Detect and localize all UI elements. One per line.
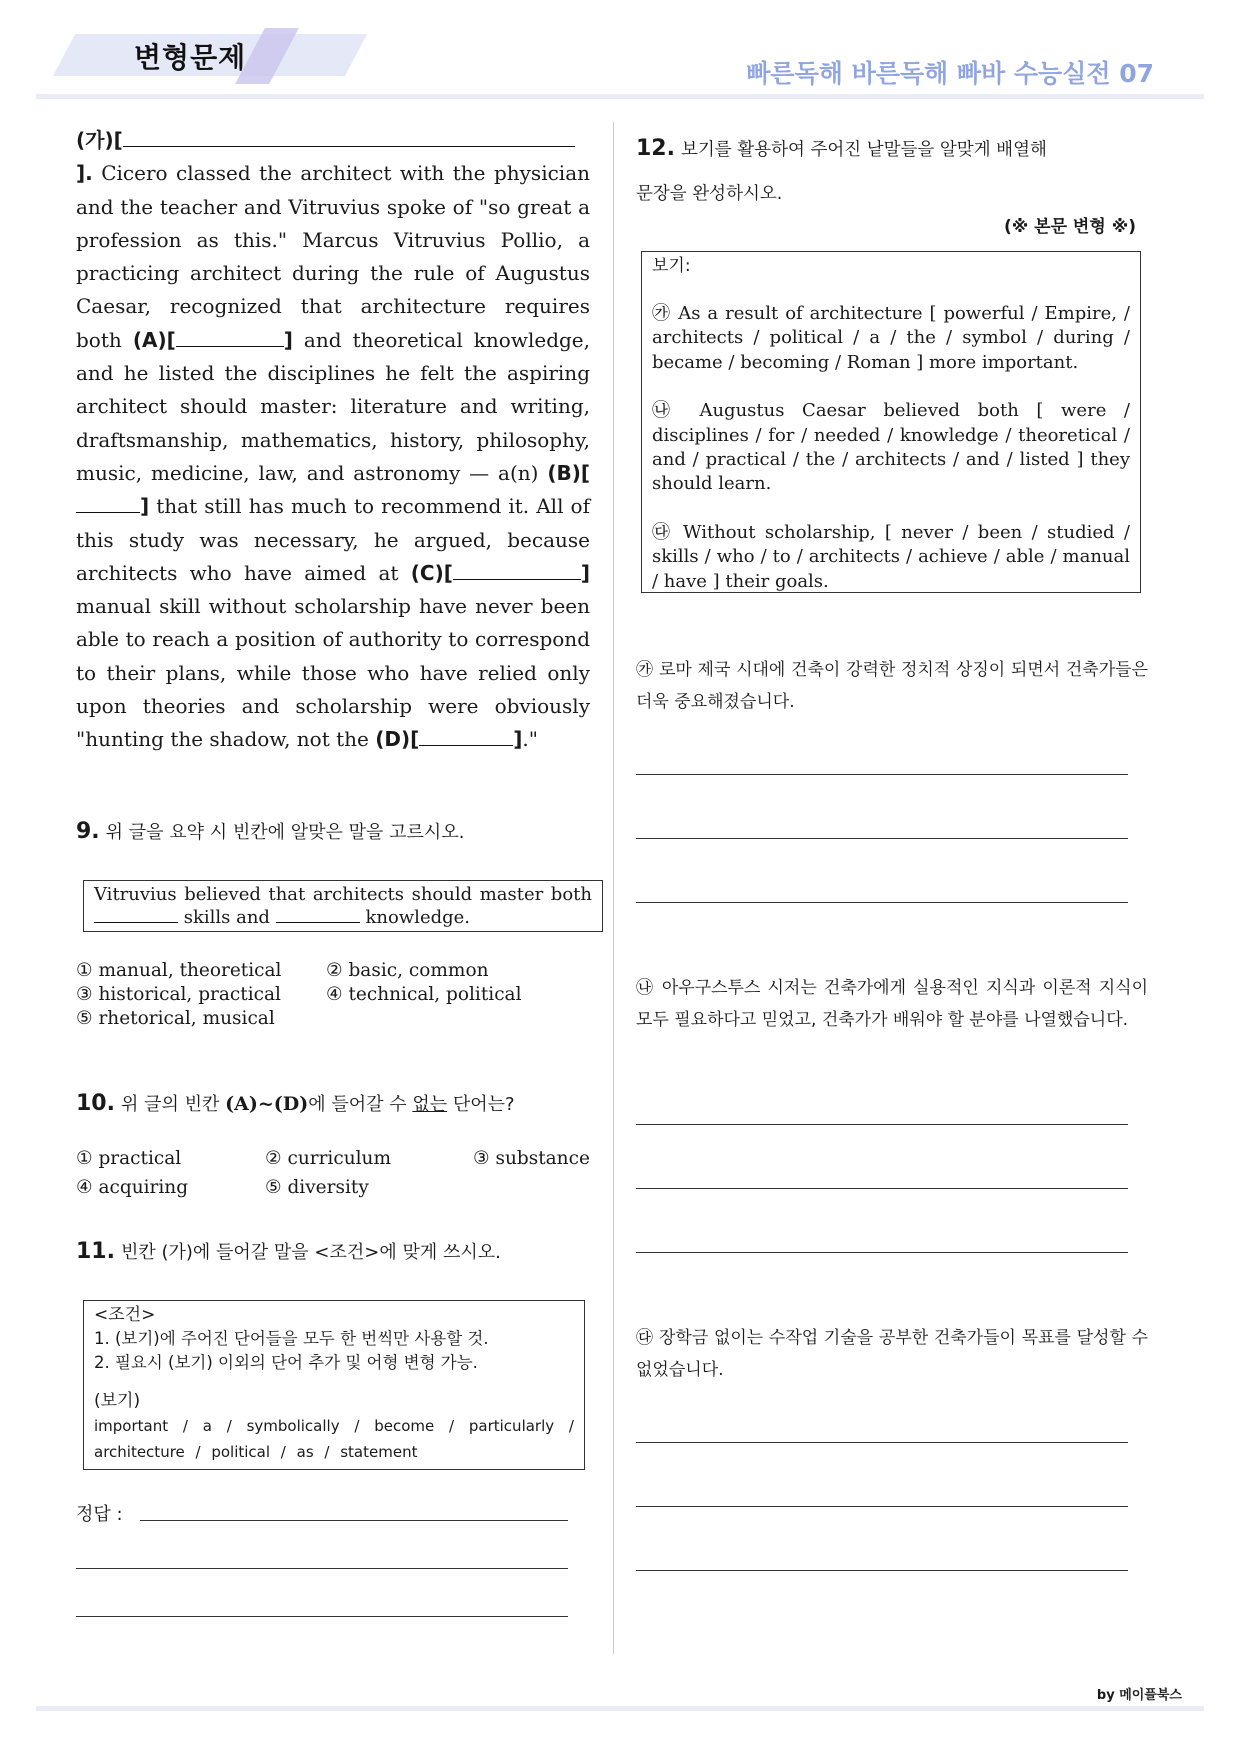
condition-1: 1. (보기)에 주어진 단어들을 모두 한 번씩만 사용할 것. <box>94 1329 489 1348</box>
condition-box <box>83 1300 585 1470</box>
q12-korean-b: ㉯ 아우구스투스 시저는 건축가에게 실용적인 지식과 이론적 지식이 모두 필요하다고 믿었고, 건축가가 배워야 할 분야를 나열했습니다. <box>636 978 1148 1030</box>
header-rule <box>36 94 1204 99</box>
summary-text-b2: knowledge. <box>365 906 471 928</box>
q12-korean-c: ㉰ 장학금 없이는 수작업 기술을 공부한 건축가들이 목표를 달성할 수 없었습니다. <box>636 1328 1148 1380</box>
question-11-text: 빈칸 (가)에 들어갈 말을 <조건>에 맞게 쓰시오. <box>120 1242 501 1263</box>
blank-d-close: ] <box>513 727 523 752</box>
q12-korean-a: ㉮ 로마 제국 시대에 건축이 강력한 정치적 상징이 되면서 건축가들은 더욱 중요해졌습니다. <box>636 660 1148 712</box>
q11-bogi-title: (보기) <box>94 1391 141 1411</box>
question-12-note: (※ 본문 변형 ※) <box>1003 217 1136 237</box>
q10-option-1[interactable]: ① practical <box>76 1148 182 1169</box>
q12-bogi-box <box>641 251 1141 593</box>
summary-line-2 <box>94 907 592 930</box>
passage-text-1: Cicero classed the architect with the physician and the teacher and Vitruvius spoke of "so great a profession as this." Marcus Vitruvius Pollio, a practicing architect during the rule of Augustus Caesar, recognized that architecture requires both <box>76 161 590 352</box>
page-header <box>0 0 1240 100</box>
blank-b[interactable] <box>76 494 140 513</box>
question-12-text-1: 보기를 활용하여 주어진 낱말들을 알맞게 배열해 <box>680 140 1047 160</box>
blank-ga-label: (가)[ <box>76 128 123 152</box>
blank-b-label: (B)[ <box>547 460 591 485</box>
passage-text-3: that still has much to recommend it. All of this study was necessary, he argued, because architects who have aimed at <box>76 494 590 585</box>
blank-a-close: ] <box>283 327 293 352</box>
q10-option-4[interactable]: ④ acquiring <box>76 1177 189 1198</box>
passage <box>76 124 590 757</box>
question-10-number: 10. <box>76 1091 115 1116</box>
q9-option-2[interactable]: ② basic, common <box>326 960 489 981</box>
q12-item-a: ㉮ As a result of architecture [ powerful / Empire, / architects / political / a / the / symbol / during / became / becoming / Roman ] more important. <box>652 303 1130 373</box>
column-divider <box>613 122 614 1654</box>
blank-ga-close: ]. <box>76 161 93 186</box>
blank-c-label: (C)[ <box>410 560 453 585</box>
q9-option-5[interactable]: ⑤ rhetorical, musical <box>76 1008 275 1029</box>
q12-item-c: ㉰ Without scholarship, [ never / been / studied / skills / who / to / architects / achieve / able / manual / have ] their goals. <box>652 521 1130 592</box>
q10-option-5[interactable]: ⑤ diversity <box>265 1177 369 1198</box>
question-12 <box>636 136 1047 161</box>
answer-line-2[interactable] <box>76 1568 568 1569</box>
q12-a-line-1[interactable] <box>636 774 1128 775</box>
passage-text-5: ." <box>522 727 538 752</box>
question-9 <box>76 818 464 844</box>
summary-line-1: Vitruvius believed that architects should master both <box>94 884 592 905</box>
header-series-title: 빠른독해 바른독해 빠바 수능실전 07 <box>746 59 1154 88</box>
blank-ga[interactable] <box>123 128 575 147</box>
question-9-text: 위 글을 요약 시 빈칸에 알맞은 말을 고르시오. <box>105 822 465 843</box>
question-11-number: 11. <box>76 1239 115 1264</box>
q9-option-4[interactable]: ④ technical, political <box>326 984 522 1005</box>
condition-2: 2. 필요시 (보기) 이외의 단어 추가 및 어형 변형 가능. <box>94 1353 478 1372</box>
question-10-underlined: 없는 <box>412 1094 448 1115</box>
footer-credit: by 메이플북스 <box>1096 1688 1182 1703</box>
blank-c-close: ] <box>580 560 590 585</box>
footer-rule <box>36 1706 1204 1711</box>
summary-blank-2[interactable] <box>276 908 360 923</box>
question-10-text-mid: 에 들어갈 수 <box>308 1094 407 1115</box>
question-12-number: 12. <box>636 136 675 161</box>
q10-option-2[interactable]: ② curriculum <box>265 1148 391 1169</box>
question-10-text-pre: 위 글의 빈칸 <box>120 1094 220 1115</box>
question-9-number: 9. <box>76 819 100 844</box>
answer-line-3[interactable] <box>76 1616 568 1617</box>
summary-box <box>83 880 603 932</box>
q12-bogi-title: 보기: <box>652 256 691 276</box>
q12-c-line-1[interactable] <box>636 1442 1128 1443</box>
summary-blank-1[interactable] <box>94 908 178 923</box>
q12-b-line-3[interactable] <box>636 1252 1128 1253</box>
question-10 <box>76 1090 515 1116</box>
q11-bogi-words: important / a / symbolically / become / particularly / architecture / political / as / statement <box>94 1417 574 1461</box>
q9-option-1[interactable]: ① manual, theoretical <box>76 960 282 981</box>
q12-c-line-2[interactable] <box>636 1506 1128 1507</box>
blank-a-label: (A)[ <box>132 327 176 352</box>
question-12-text-2: 문장을 완성하시오. <box>636 184 783 204</box>
passage-text-2: and theoretical knowledge, and he listed the disciplines he felt the aspiring architect should master: literature and writing, draftsmanship, mathematics, history, philosophy, music, medicine, law, and astronomy — a(n) <box>76 327 590 485</box>
blank-b-close: ] <box>140 494 150 519</box>
summary-text-b1: skills and <box>183 906 270 928</box>
q12-item-b: ㉯ Augustus Caesar believed both [ were / disciplines / for / needed / knowledge / theoretical / and / practical / the / architects / and / listed ] they should learn. <box>652 400 1130 495</box>
blank-d[interactable] <box>419 727 513 746</box>
q12-c-line-3[interactable] <box>636 1570 1128 1571</box>
condition-title: <조건> <box>94 1305 156 1325</box>
q10-option-3[interactable]: ③ substance <box>473 1148 590 1169</box>
q12-b-line-1[interactable] <box>636 1124 1128 1125</box>
q9-option-3[interactable]: ③ historical, practical <box>76 984 281 1005</box>
answer-line-1[interactable] <box>140 1520 568 1521</box>
blank-a[interactable] <box>176 328 284 347</box>
question-11 <box>76 1238 501 1264</box>
blank-d-label: (D)[ <box>375 727 420 752</box>
q12-b-line-2[interactable] <box>636 1188 1128 1189</box>
question-10-range: (A)~(D) <box>225 1093 309 1115</box>
question-10-text-post: 단어는? <box>452 1094 515 1115</box>
passage-text-4: manual skill without scholarship have never been able to reach a position of authority to correspond to their plans, while those who have relied only upon theories and scholarship were obviously "hunting the shadow, not the <box>76 594 590 752</box>
header-tag: 변형문제 <box>134 41 247 74</box>
q12-a-line-3[interactable] <box>636 902 1128 903</box>
blank-c[interactable] <box>453 561 581 580</box>
answer-label: 정답 : <box>76 1504 123 1525</box>
q12-a-line-2[interactable] <box>636 838 1128 839</box>
